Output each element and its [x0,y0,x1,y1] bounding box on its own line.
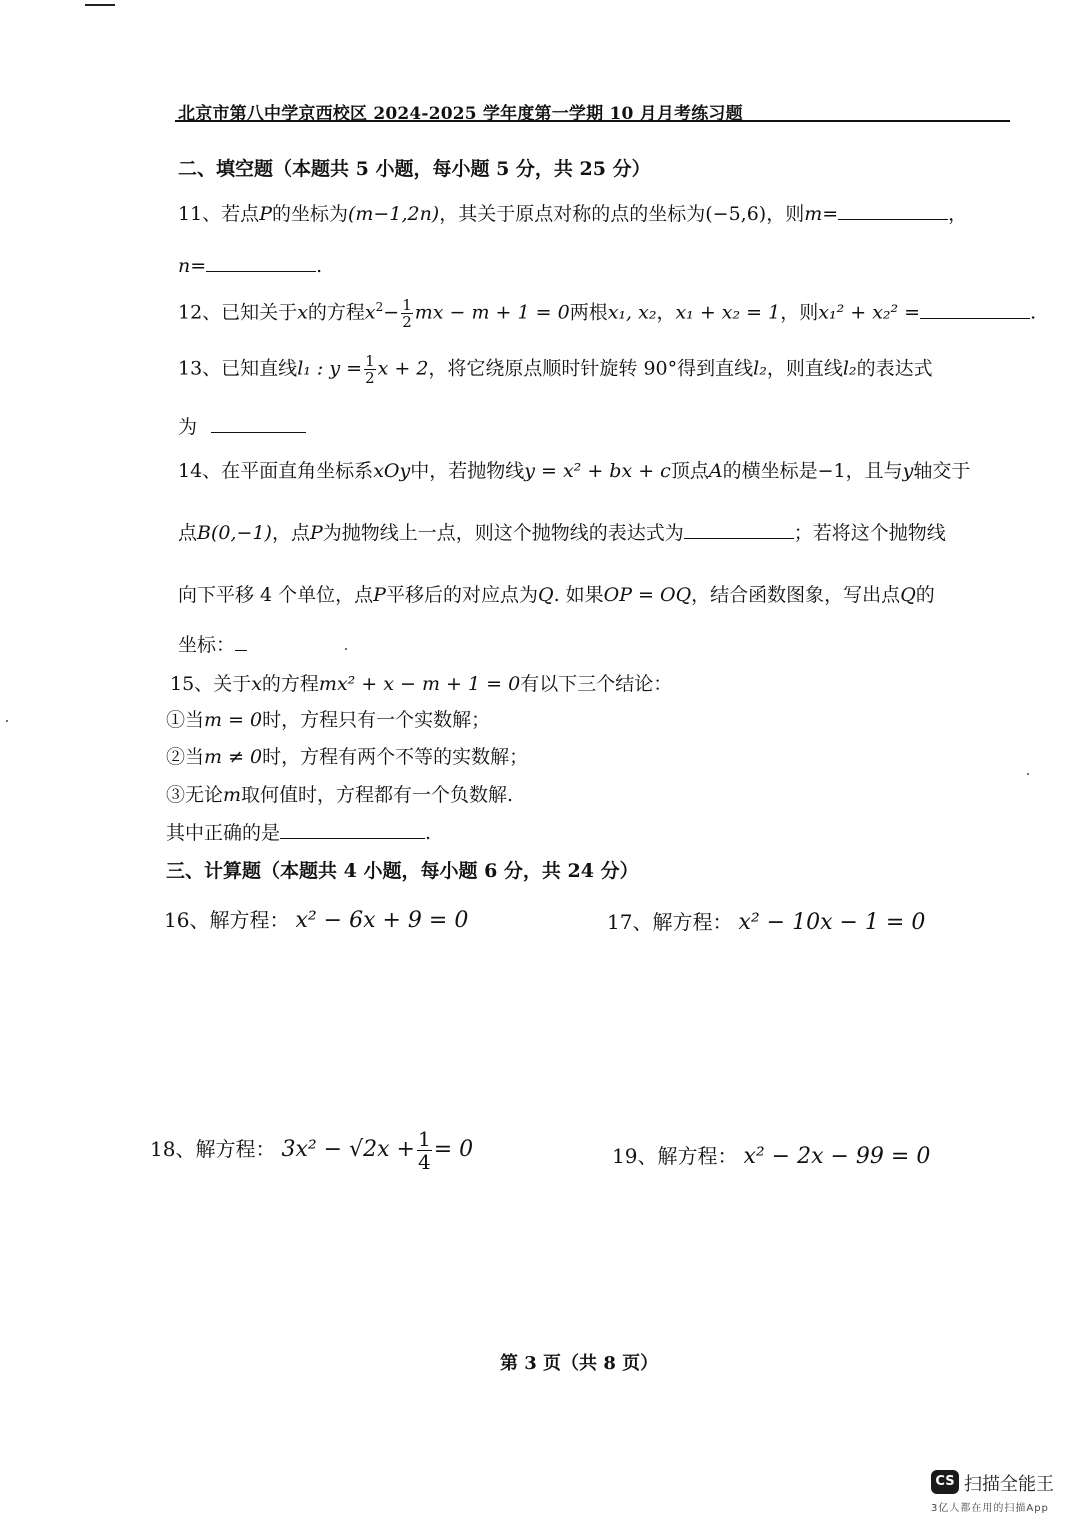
q11-sym-coord: (−5,6) [705,203,767,225]
question-13-line1 [178,353,933,386]
q15-answer-line [166,818,431,845]
q15-s3-b: m [223,784,242,806]
q13-fraction [364,353,376,386]
q15-s2-b: m ≠ 0 [204,746,263,768]
q13-text-f: ，将它绕原点顺时针旋转 90°得到直线 [428,357,754,380]
q13-eq-rest: x + 2 [377,357,429,380]
question-15 [170,669,672,696]
question-13-line2 [178,412,306,439]
q11-eq-sign: = [822,203,839,225]
q15-statement-2 [166,742,528,769]
q12-sum: x₁ + x₂ = 1 [675,301,781,324]
q11-eq-sign-2: = [190,255,207,277]
q15-text-e: 有以下三个结论： [520,673,673,695]
q12-x: x [364,301,376,324]
q14-var-y: y [902,460,914,482]
q14-text-z: 的 [915,584,935,606]
q14-coord-blank[interactable] [235,649,247,651]
speck [1027,773,1029,775]
question-14-line1 [178,456,970,483]
q12-fraction [401,297,413,330]
q15-statement-3 [166,780,513,807]
question-14-line2 [178,518,946,545]
q13-l2-a: l₂ [753,357,767,380]
section-calc-title: 三、计算题（本题共 4 小题，每小题 6 分，共 24 分） [166,860,639,882]
q12-answer-blank[interactable] [920,317,1030,319]
q11-answer-n-blank[interactable] [206,270,316,272]
q16-equation: x² − 6x + 9 = 0 [295,908,469,933]
q11-text-e: ，其关于原点对称的点的坐标为 [439,203,706,225]
question-14-line4 [178,630,247,657]
q12-roots: x₁, x₂ [607,301,657,324]
q15-text-c: 的方程 [261,673,319,695]
q13-text-j: 的表达式 [856,357,933,380]
speck [345,648,347,650]
section-fill-in-title: 二、填空题（本题共 5 小题，每小题 5 分，共 25 分） [178,158,651,180]
q17-equation: x² − 10x − 1 = 0 [738,910,926,935]
q11-answer-m-blank[interactable] [838,218,948,220]
q14-expression-blank[interactable] [684,537,794,539]
q16-label: 16、解方程： [164,908,290,932]
q12-exp: 2 [375,300,384,315]
q14-text-p: 为抛物线上一点，则这个抛物线的表达式为 [322,522,684,544]
q14-text-t: 平移后的对应点为 [385,584,538,606]
exam-header: 北京市第八中学京西校区 2024-2025 学年度第一学期 10 月月考练习题 [178,104,743,124]
q12-text-n: ，则 [780,301,819,324]
q11-var-n: n [178,255,191,277]
q15-s1-c: 时，方程只有一个实数解； [262,709,491,731]
watermark-subtitle: 3亿人都在用的扫描App [931,1503,1049,1514]
corner-mark [85,0,115,6]
q18-label: 18、解方程： [150,1137,276,1161]
speck [6,720,8,722]
q18-frac-num: 1 [417,1127,431,1151]
q14-point-b: B(0,−1) [197,522,272,544]
q12-period: . [1030,301,1037,324]
q12-text-c: 的方程 [307,301,365,324]
q15-s3-a: ③无论 [166,784,224,806]
q14-text-q: ；若将这个抛物线 [793,522,946,544]
q13-text-a: 13、已知直线 [178,357,298,380]
q14-text-g: 的横坐标是 [722,460,818,482]
q14-text-aa: 坐标： [178,634,236,656]
q14-text-r: 向下平移 4 个单位，点 [178,584,374,606]
q12-target: x₁² + x₂² = [818,301,921,324]
q15-answer-blank[interactable] [280,837,425,839]
q14-text-c: 中，若抛物线 [410,460,525,482]
q15-s3-c: 取何值时，方程都有一个负数解. [241,784,514,806]
q14-text-v: . 如果 [553,584,604,606]
question-19 [612,1140,930,1169]
q14-var-q: Q [537,584,554,606]
q12-var-x: x [297,301,308,324]
page-number: 第 3 页（共 8 页） [500,1353,659,1374]
question-16 [164,904,468,933]
q11-period: . [316,255,323,277]
q15-text-a: 15、关于 [170,673,252,695]
q18-fraction [417,1128,432,1173]
q12-frac-num: 1 [402,296,412,314]
question-11-line1 [178,199,967,226]
q14-text-a: 14、在平面直角坐标系 [178,460,374,482]
q14-var-p: P [309,522,323,544]
question-11-line2 [178,255,322,277]
q11-coord: (m−1,2n) [348,203,440,225]
q14-value: −1 [817,460,846,482]
q12-minus: − [383,301,400,324]
q11-text-g: ，则 [766,203,805,225]
q14-var-a: A [708,460,723,482]
q14-condition: OP = OQ [603,584,692,606]
q13-line-l1: l₁ : y = [297,357,363,380]
question-14-line3 [178,580,935,607]
q15-s2-c: 时，方程有两个不等的实数解； [262,746,529,768]
header-rule [175,120,1010,122]
q11-var-p: P [259,203,272,225]
q14-text-k: 轴交于 [913,460,971,482]
q15-period: . [425,822,432,844]
question-12 [178,297,1036,330]
q11-text-a: 11、若点 [178,203,260,225]
q15-s1-a: ①当 [166,709,205,731]
q14-text-e: 顶点 [670,460,709,482]
q14-text-x: ，结合函数图象，写出点 [691,584,901,606]
q15-var-x: x [251,673,262,695]
q14-system: xOy [373,460,411,482]
q15-s1-b: m = 0 [204,709,263,731]
q15-statement-1 [166,705,490,732]
q19-equation: x² − 2x − 99 = 0 [743,1144,931,1169]
q15-equation: mx² + x − m + 1 = 0 [318,673,521,695]
q19-label: 19、解方程： [612,1144,738,1168]
q14-text-i: ，且与 [845,460,903,482]
q11-text-c: 的坐标为 [271,203,348,225]
q11-comma: ， [948,203,968,225]
q12-frac-den: 2 [402,313,412,331]
q14-text-n: ，点 [271,522,310,544]
q15-answer-label: 其中正确的是 [166,822,281,844]
q12-text-a: 12、已知关于 [178,301,298,324]
q14-var-q2: Q [900,584,916,606]
q12-text-j: 两根 [569,301,608,324]
question-17 [607,906,925,935]
q14-var-p2: P [373,584,386,606]
q13-frac-den: 2 [365,369,375,387]
q13-frac-num: 1 [365,352,375,370]
q14-text-l: 点 [178,522,198,544]
q18-equation-b: = 0 [433,1137,474,1162]
watermark-title: 扫描全能王 [964,1474,1054,1495]
q14-parabola: y = x² + bx + c [524,460,671,482]
q12-eq-rest: mx − m + 1 = 0 [414,301,570,324]
q13-text-k: 为 [178,416,198,438]
q13-answer-blank[interactable] [211,431,306,433]
q13-text-h: ，则直线 [766,357,843,380]
question-18 [150,1128,473,1173]
q13-l2-b: l₂ [842,357,857,380]
q11-var-m: m [804,203,823,225]
q15-s2-a: ②当 [166,746,205,768]
q17-label: 17、解方程： [607,910,733,934]
camscanner-logo-icon: CS [931,1470,959,1494]
q18-frac-den: 4 [417,1150,431,1174]
q12-comma: ， [656,301,676,324]
q18-equation-a: 3x² − √2x + [281,1137,415,1162]
